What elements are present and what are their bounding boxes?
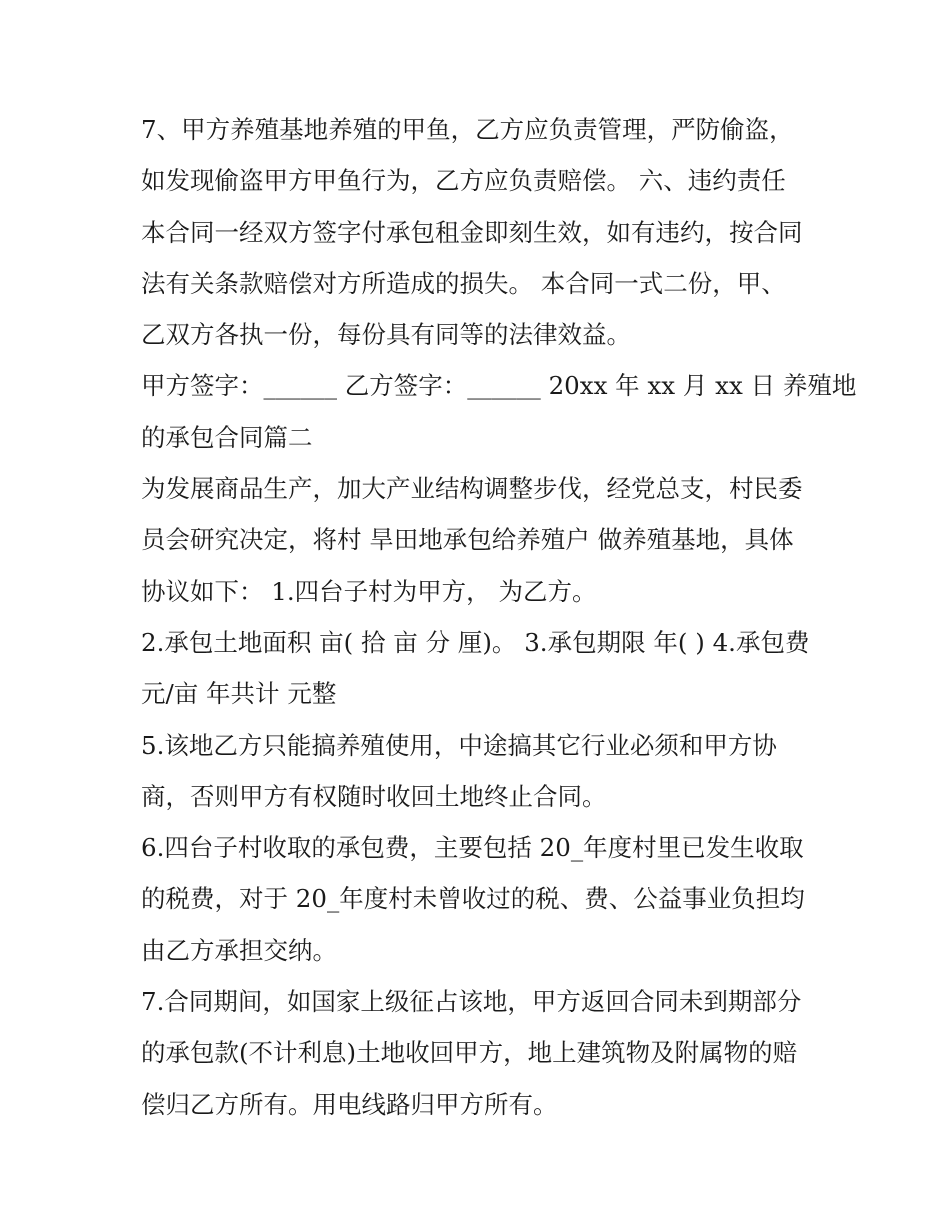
text-line: 5.该地乙方只能搞养殖使用，中途搞其它行业必须和甲方协 (141, 730, 777, 760)
text-line: 协议如下： 1.四台子村为甲方， 为乙方。 (141, 576, 597, 606)
text-line: 7、甲方养殖基地养殖的甲鱼，乙方应负责管理，严防偷盗， (141, 115, 794, 144)
text-line: 如发现偷盗甲方甲鱼行为，乙方应负责赔偿。 六、违约责任 (141, 166, 786, 196)
text-line: 2.承包土地面积 亩( 拾 亩 分 厘)。 3.承包期限 年( ) 4.承包费 (141, 627, 810, 657)
text-line: 7.合同期间，如国家上级征占该地，甲方返回合同未到期部分 (141, 987, 802, 1017)
text-line: 法有关条款赔偿对方所造成的损失。 本合同一式二份，甲、 (141, 268, 786, 298)
text-line: 元/亩 年共计 元整 (141, 679, 337, 709)
text-line: 的税费，对于 20_年度村未曾收过的税、费、公益事业负担均 (141, 884, 805, 914)
text-line: 6.四台子村收取的承包费，主要包括 20_年度村里已发生收取 (141, 833, 804, 863)
text-line: 为发展商品生产，加大产业结构调整步伐，经党总支，村民委 (141, 474, 803, 504)
signature-line: 甲方签字：______ 乙方签字：______ 20xx 年 xx 月 xx 日 养殖地 (141, 371, 857, 401)
text-line: 的承包款(不计利息)土地收回甲方，地上建筑物及附属物的赔 (141, 1038, 798, 1068)
text-line: 商，否则甲方有权随时收回土地终止合同。 (141, 781, 607, 811)
text-line: 由乙方承担交纳。 (141, 935, 337, 965)
text-line: 本合同一经双方签字付承包租金即刻生效，如有违约，按合同 (141, 217, 803, 247)
text-line: 乙双方各执一份，每份具有同等的法律效益。 (141, 320, 631, 350)
text-line: 偿归乙方所有。用电线路归甲方所有。 (141, 1089, 558, 1119)
text-line: 员会研究决定，将村 旱田地承包给养殖户 做养殖基地，具体 (141, 525, 794, 555)
section-title: 的承包合同篇二 (141, 422, 313, 452)
contract-text (141, 104, 857, 1130)
